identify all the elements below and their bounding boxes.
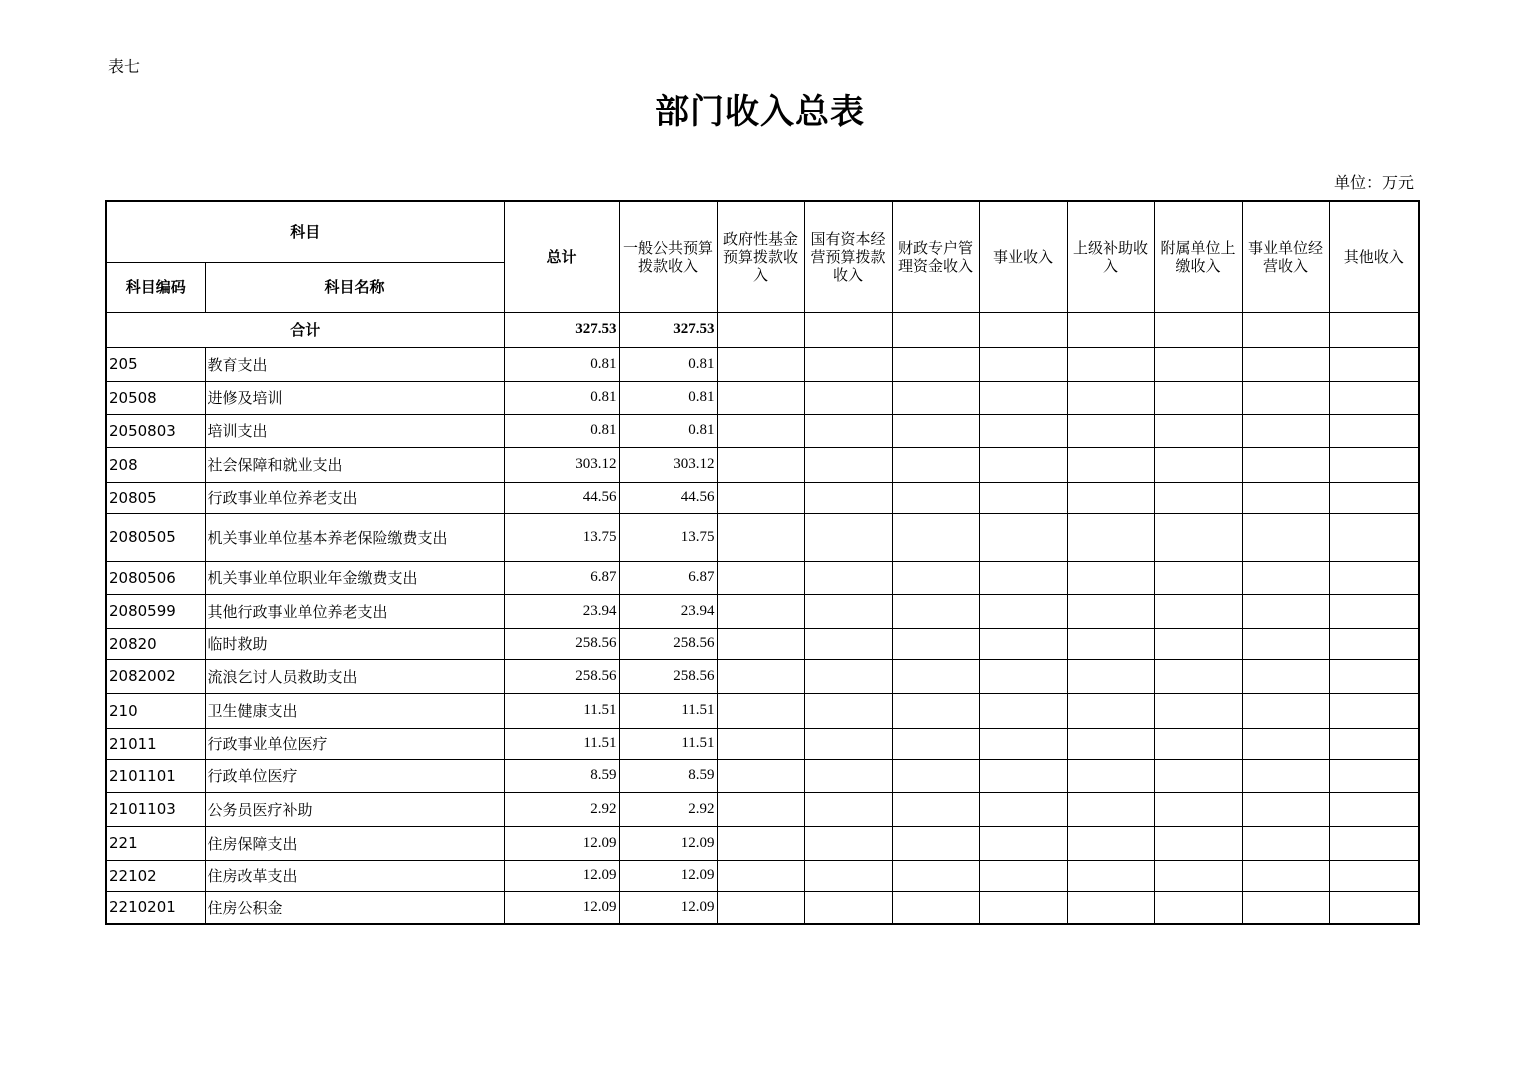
row-empty-cell (1242, 860, 1329, 891)
row-general-budget: 8.59 (619, 759, 717, 792)
row-total: 0.81 (504, 347, 619, 381)
row-empty-cell (717, 759, 804, 792)
row-empty-cell (892, 891, 979, 924)
row-code: 208 (106, 447, 205, 482)
table-row (106, 860, 1419, 891)
row-empty-cell (804, 693, 892, 728)
row-general-budget: 13.75 (619, 513, 717, 561)
row-empty-cell (1067, 513, 1154, 561)
table-row (106, 891, 1419, 924)
row-empty-cell (892, 414, 979, 447)
row-total: 2.92 (504, 792, 619, 826)
row-empty-cell (1242, 594, 1329, 628)
row-empty-cell (1067, 826, 1154, 860)
row-total: 0.81 (504, 381, 619, 414)
row-empty-cell (804, 860, 892, 891)
row-empty-cell (804, 347, 892, 381)
row-empty-cell (979, 561, 1067, 594)
row-total: 8.59 (504, 759, 619, 792)
row-empty-cell (717, 628, 804, 659)
row-total: 11.51 (504, 728, 619, 759)
row-name: 卫生健康支出 (205, 693, 504, 728)
row-general-budget: 0.81 (619, 381, 717, 414)
row-name: 社会保障和就业支出 (205, 447, 504, 482)
row-empty-cell (979, 860, 1067, 891)
row-empty-cell (1067, 693, 1154, 728)
row-empty-cell (1067, 381, 1154, 414)
table-row (106, 347, 1419, 381)
row-empty-cell (892, 513, 979, 561)
row-empty-cell (1242, 447, 1329, 482)
row-general-budget: 11.51 (619, 728, 717, 759)
header-name: 科目名称 (205, 262, 504, 312)
row-name: 行政事业单位养老支出 (205, 482, 504, 513)
row-general-budget: 12.09 (619, 891, 717, 924)
row-code: 205 (106, 347, 205, 381)
row-empty-cell (979, 826, 1067, 860)
row-empty-cell (1329, 414, 1419, 447)
row-empty-cell (892, 759, 979, 792)
row-empty-cell (1067, 561, 1154, 594)
row-name: 培训支出 (205, 414, 504, 447)
row-general-budget: 303.12 (619, 447, 717, 482)
row-empty-cell (717, 482, 804, 513)
row-code: 2050803 (106, 414, 205, 447)
row-empty-cell (1154, 513, 1242, 561)
header-code: 科目编码 (106, 262, 205, 312)
row-empty-cell (1329, 381, 1419, 414)
row-empty-cell (892, 447, 979, 482)
row-empty-cell (717, 792, 804, 826)
table-row (106, 482, 1419, 513)
header-gov-fund: 政府性基金预算拨款收入 (717, 201, 804, 312)
row-empty-cell (717, 513, 804, 561)
row-general-budget: 0.81 (619, 414, 717, 447)
row-empty-cell (1329, 860, 1419, 891)
row-empty-cell (1329, 447, 1419, 482)
row-empty-cell (1154, 447, 1242, 482)
row-empty-cell (1242, 792, 1329, 826)
row-name: 行政单位医疗 (205, 759, 504, 792)
row-name: 住房公积金 (205, 891, 504, 924)
row-empty-cell (1329, 659, 1419, 693)
row-empty-cell (1329, 513, 1419, 561)
table-row (106, 728, 1419, 759)
row-empty-cell (804, 628, 892, 659)
row-empty-cell (979, 659, 1067, 693)
row-empty-cell (979, 414, 1067, 447)
header-total: 总计 (504, 201, 619, 312)
row-general-budget: 0.81 (619, 347, 717, 381)
row-empty-cell (1067, 792, 1154, 826)
row-empty-cell (1329, 347, 1419, 381)
row-code: 2210201 (106, 891, 205, 924)
row-empty-cell (804, 891, 892, 924)
page-title: 部门收入总表 (655, 92, 865, 132)
table-row (106, 792, 1419, 826)
row-empty-cell (979, 728, 1067, 759)
row-name: 教育支出 (205, 347, 504, 381)
row-empty-cell (1329, 628, 1419, 659)
row-empty-cell (892, 482, 979, 513)
row-code: 2101103 (106, 792, 205, 826)
row-empty-cell (1154, 381, 1242, 414)
row-total: 0.81 (504, 414, 619, 447)
row-empty-cell (717, 447, 804, 482)
row-general-budget: 11.51 (619, 693, 717, 728)
header-operating: 事业单位经营收入 (1242, 201, 1329, 312)
row-total: 12.09 (504, 891, 619, 924)
header-business: 事业收入 (979, 201, 1067, 312)
row-empty-cell (892, 628, 979, 659)
row-empty-cell (979, 891, 1067, 924)
header-other: 其他收入 (1329, 201, 1419, 312)
row-code: 2082002 (106, 659, 205, 693)
row-code: 2080506 (106, 561, 205, 594)
row-code: 20508 (106, 381, 205, 414)
row-empty-cell (1329, 482, 1419, 513)
row-empty-cell (1154, 759, 1242, 792)
header-superior-subsidy: 上级补助收入 (1067, 201, 1154, 312)
row-empty-cell (1154, 659, 1242, 693)
row-empty-cell (892, 381, 979, 414)
row-total: 12.09 (504, 826, 619, 860)
table-row (106, 659, 1419, 693)
row-empty-cell (1067, 759, 1154, 792)
table-row (106, 693, 1419, 728)
row-empty-cell (804, 482, 892, 513)
row-empty-cell (979, 513, 1067, 561)
row-name: 其他行政事业单位养老支出 (205, 594, 504, 628)
row-empty-cell (717, 860, 804, 891)
row-empty-cell (979, 381, 1067, 414)
row-general-budget: 258.56 (619, 659, 717, 693)
row-empty-cell (1242, 826, 1329, 860)
row-empty-cell (804, 414, 892, 447)
row-empty-cell (804, 659, 892, 693)
table-row (106, 759, 1419, 792)
row-general-budget: 44.56 (619, 482, 717, 513)
row-empty-cell (1329, 594, 1419, 628)
row-empty-cell (1154, 347, 1242, 381)
table-id: 表七 (108, 57, 141, 76)
row-total: 13.75 (504, 513, 619, 561)
unit-label: 单位：万元 (1333, 173, 1414, 192)
table-row (106, 561, 1419, 594)
row-empty-cell (979, 482, 1067, 513)
row-total: 23.94 (504, 594, 619, 628)
row-empty-cell (1329, 891, 1419, 924)
row-empty-cell (979, 792, 1067, 826)
row-empty-cell (804, 759, 892, 792)
header-subject: 科目 (106, 201, 504, 262)
row-name: 住房保障支出 (205, 826, 504, 860)
row-code: 2101101 (106, 759, 205, 792)
row-empty-cell (1329, 792, 1419, 826)
row-empty-cell (1242, 759, 1329, 792)
row-empty-cell (804, 447, 892, 482)
row-empty-cell (717, 728, 804, 759)
row-empty-cell (1154, 891, 1242, 924)
row-name: 机关事业单位职业年金缴费支出 (205, 561, 504, 594)
header-special-fund: 财政专户管理资金收入 (892, 201, 979, 312)
table-row (106, 513, 1419, 561)
row-code: 21011 (106, 728, 205, 759)
row-empty-cell (1067, 860, 1154, 891)
row-empty-cell (1067, 347, 1154, 381)
table-row (106, 447, 1419, 482)
row-empty-cell (979, 347, 1067, 381)
row-empty-cell (1067, 891, 1154, 924)
row-empty-cell (892, 728, 979, 759)
row-empty-cell (1242, 891, 1329, 924)
row-empty-cell (1067, 594, 1154, 628)
row-total: 12.09 (504, 860, 619, 891)
row-empty-cell (1154, 792, 1242, 826)
total-label: 合计 (106, 312, 504, 347)
total-row (106, 312, 1419, 347)
row-empty-cell (1242, 414, 1329, 447)
row-code: 20820 (106, 628, 205, 659)
row-empty-cell (717, 693, 804, 728)
row-empty-cell (1067, 447, 1154, 482)
row-empty-cell (717, 594, 804, 628)
row-empty-cell (1154, 594, 1242, 628)
row-empty-cell (1329, 728, 1419, 759)
row-empty-cell (1242, 561, 1329, 594)
row-empty-cell (979, 594, 1067, 628)
row-total: 6.87 (504, 561, 619, 594)
row-empty-cell (1067, 728, 1154, 759)
row-empty-cell (1242, 513, 1329, 561)
row-empty-cell (1329, 561, 1419, 594)
row-total: 258.56 (504, 659, 619, 693)
row-empty-cell (892, 860, 979, 891)
row-empty-cell (979, 759, 1067, 792)
row-empty-cell (1154, 561, 1242, 594)
row-total: 11.51 (504, 693, 619, 728)
row-empty-cell (1242, 693, 1329, 728)
row-empty-cell (717, 891, 804, 924)
row-empty-cell (1154, 482, 1242, 513)
row-name: 行政事业单位医疗 (205, 728, 504, 759)
row-empty-cell (1242, 728, 1329, 759)
row-empty-cell (1329, 693, 1419, 728)
table-row (106, 414, 1419, 447)
table-row (106, 628, 1419, 659)
row-empty-cell (717, 561, 804, 594)
row-empty-cell (1154, 693, 1242, 728)
row-empty-cell (717, 826, 804, 860)
total-value: 327.53 (504, 312, 619, 347)
row-code: 221 (106, 826, 205, 860)
row-empty-cell (892, 659, 979, 693)
row-empty-cell (804, 513, 892, 561)
row-empty-cell (979, 447, 1067, 482)
row-empty-cell (979, 628, 1067, 659)
row-empty-cell (804, 728, 892, 759)
row-name: 公务员医疗补助 (205, 792, 504, 826)
row-empty-cell (892, 792, 979, 826)
row-general-budget: 6.87 (619, 561, 717, 594)
row-code: 2080505 (106, 513, 205, 561)
row-empty-cell (1154, 628, 1242, 659)
table-row (106, 594, 1419, 628)
row-empty-cell (1067, 414, 1154, 447)
row-general-budget: 2.92 (619, 792, 717, 826)
row-empty-cell (804, 792, 892, 826)
row-empty-cell (892, 347, 979, 381)
row-code: 210 (106, 693, 205, 728)
table-row (106, 381, 1419, 414)
row-general-budget: 23.94 (619, 594, 717, 628)
row-empty-cell (892, 561, 979, 594)
row-empty-cell (804, 561, 892, 594)
row-empty-cell (717, 659, 804, 693)
row-empty-cell (1154, 826, 1242, 860)
row-empty-cell (1067, 482, 1154, 513)
header-general-budget: 一般公共预算拨款收入 (619, 201, 717, 312)
row-empty-cell (804, 826, 892, 860)
row-empty-cell (1067, 659, 1154, 693)
row-empty-cell (1067, 628, 1154, 659)
row-name: 机关事业单位基本养老保险缴费支出 (205, 513, 504, 561)
row-empty-cell (717, 414, 804, 447)
row-empty-cell (892, 826, 979, 860)
row-empty-cell (1329, 759, 1419, 792)
row-general-budget: 258.56 (619, 628, 717, 659)
row-empty-cell (804, 381, 892, 414)
row-code: 2080599 (106, 594, 205, 628)
row-code: 20805 (106, 482, 205, 513)
row-empty-cell (1154, 860, 1242, 891)
row-empty-cell (717, 381, 804, 414)
row-empty-cell (1329, 826, 1419, 860)
row-empty-cell (1242, 659, 1329, 693)
row-code: 22102 (106, 860, 205, 891)
row-empty-cell (1154, 728, 1242, 759)
row-empty-cell (1242, 628, 1329, 659)
row-total: 258.56 (504, 628, 619, 659)
row-total: 44.56 (504, 482, 619, 513)
header-affiliate: 附属单位上缴收入 (1154, 201, 1242, 312)
row-general-budget: 12.09 (619, 860, 717, 891)
row-total: 303.12 (504, 447, 619, 482)
row-empty-cell (892, 594, 979, 628)
row-empty-cell (717, 347, 804, 381)
row-general-budget: 12.09 (619, 826, 717, 860)
table-row (106, 826, 1419, 860)
row-name: 流浪乞讨人员救助支出 (205, 659, 504, 693)
row-empty-cell (1242, 347, 1329, 381)
row-empty-cell (979, 693, 1067, 728)
row-name: 进修及培训 (205, 381, 504, 414)
row-empty-cell (1242, 381, 1329, 414)
row-empty-cell (804, 594, 892, 628)
income-table (105, 200, 1420, 925)
total-general-budget: 327.53 (619, 312, 717, 347)
row-empty-cell (1154, 414, 1242, 447)
row-name: 临时救助 (205, 628, 504, 659)
header-state-capital: 国有资本经营预算拨款收入 (804, 201, 892, 312)
row-empty-cell (892, 693, 979, 728)
row-name: 住房改革支出 (205, 860, 504, 891)
row-empty-cell (1242, 482, 1329, 513)
